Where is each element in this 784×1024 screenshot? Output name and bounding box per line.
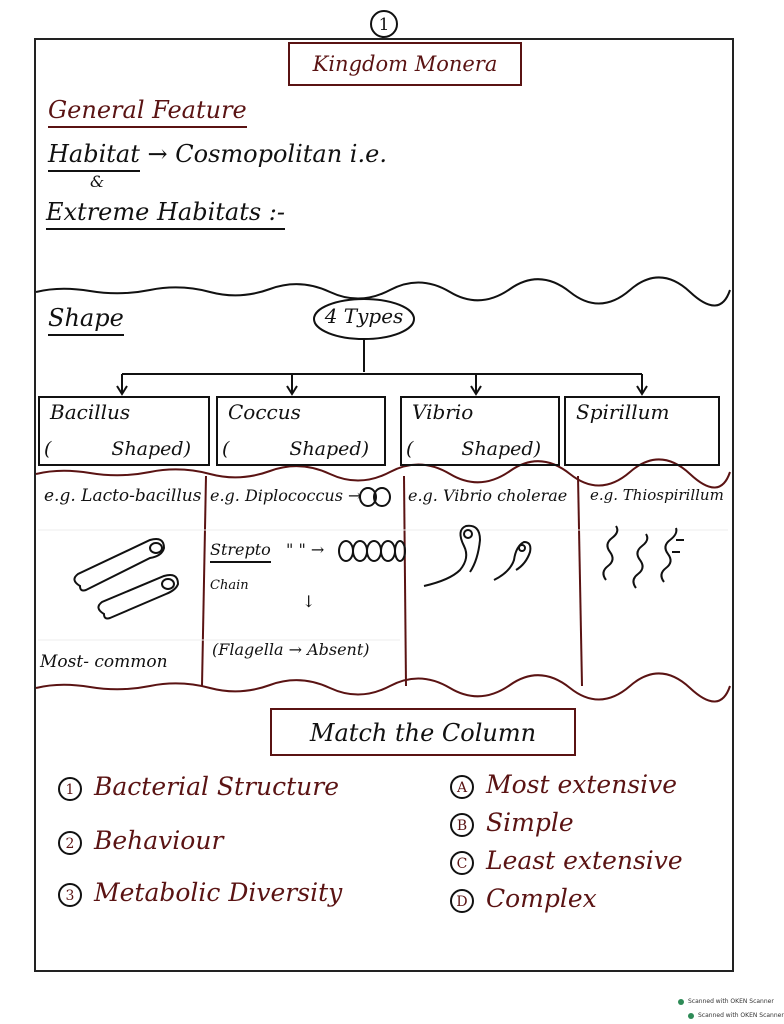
match-right-d: D Complex <box>450 884 597 913</box>
habitat-arrow: → <box>147 140 168 168</box>
page-number: 1 <box>370 10 398 38</box>
type-box-bacillus <box>38 396 210 466</box>
scanner-watermark-1: Scanned with OKEN Scanner <box>678 998 774 1005</box>
vibrio-drawing <box>424 526 530 586</box>
type-shaped: ( Shaped) <box>44 438 191 460</box>
number-circle: 2 <box>58 831 82 855</box>
spirillum-drawing <box>603 526 684 588</box>
bacillus-example: e.g. Lacto-bacillus <box>44 486 202 506</box>
vibrio-example: e.g. Vibrio cholerae <box>408 486 568 505</box>
letter-circle: C <box>450 851 474 875</box>
spirillum-example: e.g. Thiospirillum <box>590 486 724 504</box>
four-types-label: 4 Types <box>324 304 404 328</box>
scanner-logo-icon <box>688 1013 694 1019</box>
match-right-c: C Least extensive <box>450 846 683 875</box>
match-left-3: 3 Metabolic Diversity <box>58 878 342 907</box>
type-shaped: ( Shaped) <box>222 438 369 460</box>
number-circle: 1 <box>58 777 82 801</box>
type-name: Spirillum <box>576 400 670 424</box>
ampersand: & <box>90 172 105 191</box>
shape-heading: Shape <box>48 304 124 336</box>
flagella-absent: (Flagella → Absent) <box>212 640 370 659</box>
match-left-1: 1 Bacterial Structure <box>58 772 339 801</box>
chain-label: Chain <box>210 578 249 593</box>
type-box-coccus <box>216 396 386 466</box>
type-name: Coccus <box>228 400 301 424</box>
habitat-value: Cosmopolitan i.e. <box>175 140 387 168</box>
strepto-label: Strepto <box>210 540 271 563</box>
match-column-heading: Match the Column <box>270 708 576 756</box>
scanner-logo-icon <box>678 999 684 1005</box>
match-right-a: A Most extensive <box>450 770 677 799</box>
type-name: Vibrio <box>412 400 474 424</box>
extreme-habitats: Extreme Habitats :- <box>46 198 285 230</box>
bacillus-drawing <box>74 539 178 619</box>
type-box-spirillum <box>564 396 720 466</box>
letter-circle: D <box>450 889 474 913</box>
habitat-label: Habitat <box>48 140 140 172</box>
general-feature-heading: General Feature <box>48 96 247 128</box>
bacillus-note: Most- common <box>40 652 168 672</box>
type-shaped: ( Shaped) <box>406 438 541 460</box>
coccus-example: e.g. Diplococcus → <box>210 486 362 505</box>
page-title: Kingdom Monera <box>288 42 522 86</box>
number-circle: 3 <box>58 883 82 907</box>
match-left-2: 2 Behaviour <box>58 826 223 855</box>
down-arrow: ↓ <box>302 592 316 611</box>
strepto-ditto: " " → <box>286 540 325 559</box>
streptococcus-drawing <box>339 541 405 561</box>
scanner-watermark-2: Scanned with OKEN Scanner <box>688 1012 784 1019</box>
diplococcus-drawing <box>360 488 390 506</box>
match-right-b: B Simple <box>450 808 574 837</box>
type-name: Bacillus <box>50 400 131 424</box>
letter-circle: B <box>450 813 474 837</box>
type-box-vibrio <box>400 396 560 466</box>
letter-circle: A <box>450 775 474 799</box>
